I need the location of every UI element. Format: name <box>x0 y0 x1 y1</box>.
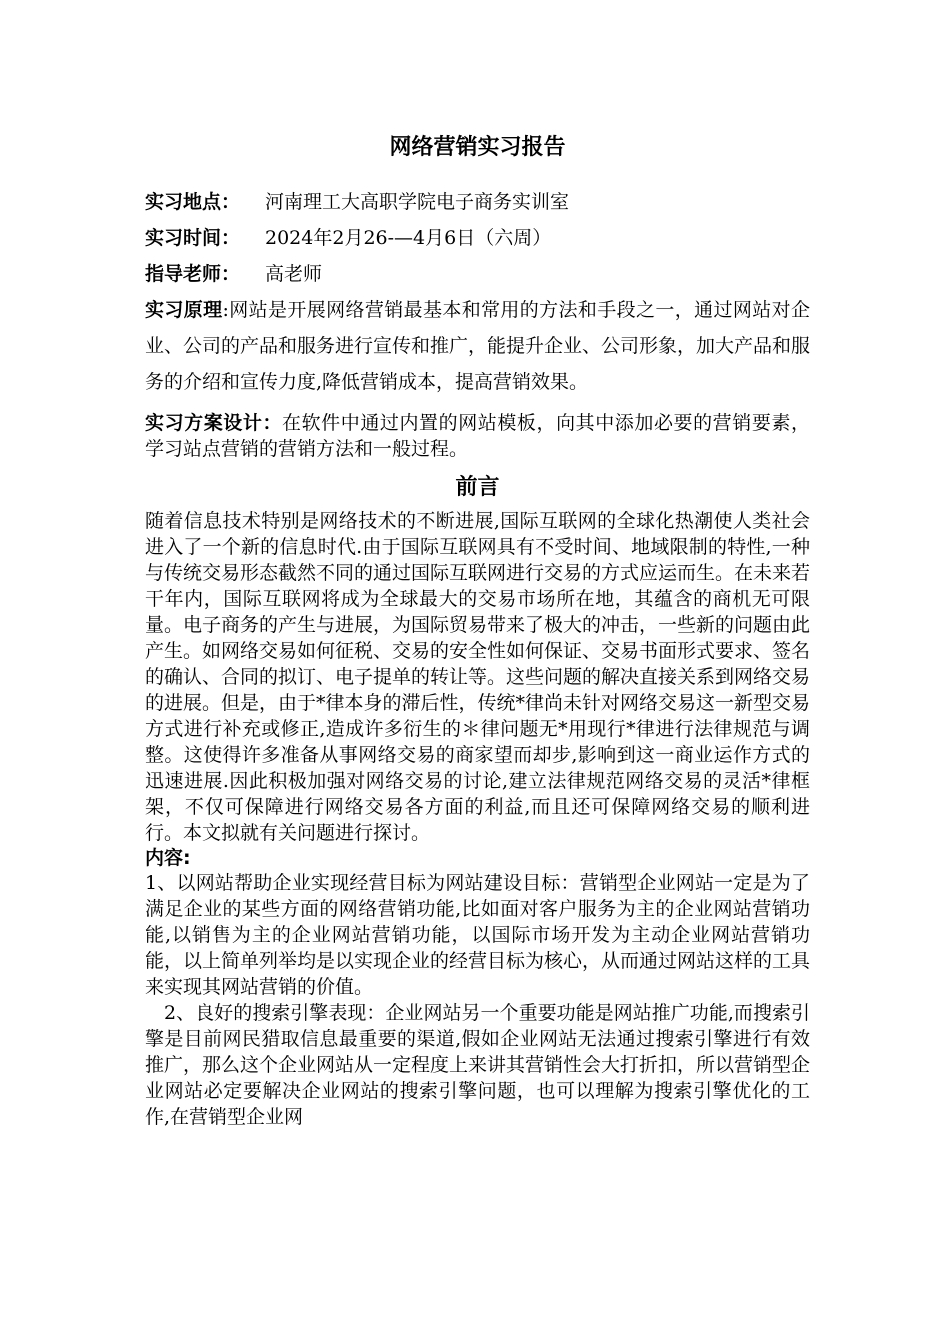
preface-title: 前言 <box>455 475 500 500</box>
design-text: 在软件中通过内置的网站模板，向其中添加必要的营销要素，学习站点营销的营销方法和一般过程。 <box>145 412 810 460</box>
field-teacher-label: 指导老师： <box>145 263 241 285</box>
preface-paragraph: 随着信息技术特别是网络技术的不断进展,国际互联网的全球化热潮使人类社会进入了一个新的信息时代.由于国际互联网具有不受时间、地域限制的特性,一种与传统交易形态截然不同的通过国际互联网进行交易的方式应运而生。在未来若干年内，国际互联网将成为全球最大的交易市场所在地，其蕴含的商机无可限量。电子商务的产生与进展，为国际贸易带来了极大的冲击，一些新的问题由此产生。如网络交易如何征税、交易的安全性如何保证、交易书面形式要求、签名的确认、合同的拟订、电子提单的转让等。这些问题的解决直接关系到网络交易的进展。但是，由于*律本身的滞后性，传统*律尚未针对网络交易这一新型交易方式进行补充或修正,造成许多衍生的＊律问题无*用现行*律进行法律规范与调整。这使得许多准备从事网络交易的商家望而却步,影响到这一商业运作方式的迅速进展.因此积极加强对网络交易的讨论,建立法律规范网络交易的灵活*律框架，不仅可保障进行网络交易各方面的利益,而且还可保障网络交易的顺利进行。本文拟就有关问题进行探讨。 <box>145 510 811 844</box>
design-label: 实习方案设计： <box>145 412 283 434</box>
field-time-label: 实习时间： <box>145 227 241 249</box>
field-location-label: 实习地点： <box>145 191 241 213</box>
field-time <box>145 220 810 256</box>
content-item-2: 2、良好的搜索引擎表现：企业网站另一个重要功能是网站推广功能,而搜索引擎是目前网民猎取信息最重要的渠道,假如企业网站无法通过搜索引擎进行有效推广，那么这个企业网站从一定程度上来讲其营销性会大打折扣，所以营销型企业网站必定要解决企业网站的搜索引擎问题，也可以理解为搜索引擎优化的工作,在营销型企业网 <box>145 1002 811 1128</box>
field-teacher-value: 高老师 <box>265 263 323 285</box>
design-block <box>145 410 810 462</box>
principle-label: 实习原理 <box>145 299 223 321</box>
principle-text: :网站是开展网络营销最基本和常用的方法和手段之一，通过网站对企业、公司的产品和服务进行宣传和推广，能提升企业、公司形象，加大产品和服务的介绍和宣传力度,降低营销成本，提高营销效果。 <box>145 299 811 393</box>
field-teacher <box>145 256 810 292</box>
field-location-value: 河南理工大高职学院电子商务实训室 <box>265 191 570 213</box>
report-page <box>145 130 810 1130</box>
principle-block <box>145 292 810 400</box>
content-item-1: 1、以网站帮助企业实现经营目标为网站建设目标：营销型企业网站一定是为了满足企业的某些方面的网络营销功能,比如面对客户服务为主的企业网站营销功能,以销售为主的企业网站营销功能，以国际市场开发为主动企业网站营销功能，以上简单列举均是以实现企业的经营目标为核心，从而通过网站这样的工具来实现其网站营销的价值。 <box>145 872 811 998</box>
field-time-value: 2024年2月26-—4月6日（六周） <box>265 227 552 249</box>
content-heading: 内容: <box>145 847 191 869</box>
field-location <box>145 184 810 220</box>
report-title: 网络营销实习报告 <box>389 135 566 160</box>
